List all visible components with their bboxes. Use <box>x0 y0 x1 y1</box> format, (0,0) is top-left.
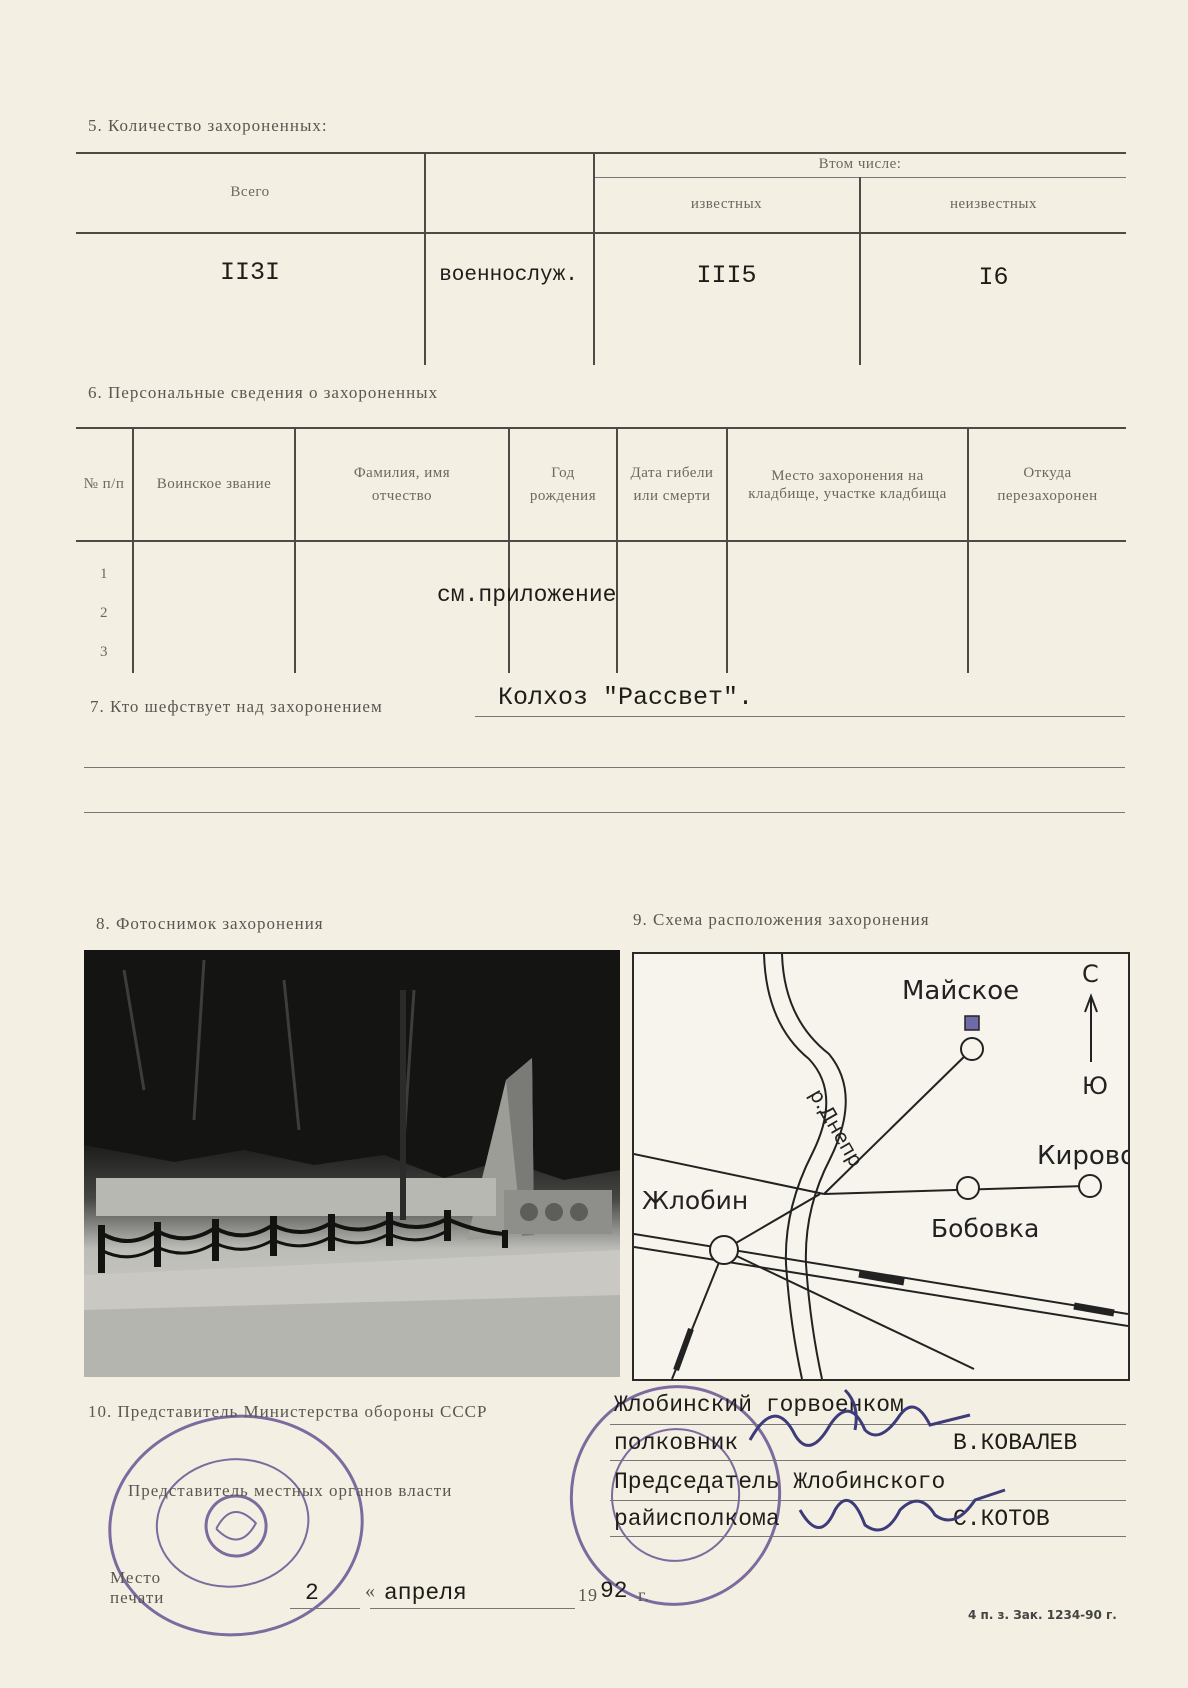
section5-title: 5. Количество захороненных: <box>88 116 328 135</box>
value-total: II3I <box>219 257 280 287</box>
river-label: р.Днепр <box>804 1084 869 1171</box>
header-unknown: неизвестных <box>950 196 1037 213</box>
col-name: Фамилия, имя отчество <box>353 465 451 504</box>
location-map <box>632 952 1130 1381</box>
row-number-1: 1 <box>100 566 108 582</box>
local-line-1: Председатель Жлобинского <box>614 1469 946 1495</box>
section7-title: 7. Кто шефствует над захоронением <box>90 697 383 716</box>
kirovo-label: Кирово <box>1037 1141 1128 1171</box>
document-page: 5. Количество захороненных: Всего Втом числе: известных неизвестных II3I военнослуж. III5 I6 6. Персональные сведения о захороненных № п/п Воинское звание Фамилия, имя отчество Год рождения Дата гибели или смерти Место захоронения на кладбище, участке кладбища Откуда перезахоронен 1 2 3 см.приложение 7. Кто шефствует над захоронением Колхоз "Рассвет". 8. Фотоснимок захоронения 9. Схема расположения захоронения р.Днепр С Ю Майское Кирово Жлобин Бобовка 10. Представитель Министерства обороны СССР Жлобинский горвоенком полковник В.КОВАЛЕВ Представитель местных органов власти Председатель Жлобинского райисполкома С.КОТОВ Место печати 2 « апреля 19 92 г. 4 п. з. Зак. 1234-90 г. <box>0 0 1188 1688</box>
signature-local <box>790 1470 1020 1550</box>
value-unknown: I6 <box>978 262 1009 292</box>
bobovka-label: Бобовка <box>931 1214 1040 1243</box>
row-number-3: 3 <box>100 644 108 660</box>
header-total: Всего <box>230 183 270 200</box>
col-rank: Воинское звание <box>156 476 272 493</box>
left-seal-emblem-icon <box>97 1402 374 1650</box>
col-reburied-from: Откуда перезахоронен <box>997 465 1098 504</box>
map-drawing <box>634 954 1128 1379</box>
section7-line-1 <box>475 716 1125 717</box>
col-birth-year: Год рождения <box>529 465 597 504</box>
left-seal-stamp <box>94 1398 378 1652</box>
day-underline <box>290 1608 360 1609</box>
appendix-note: см.приложение <box>437 582 617 608</box>
section8-title: 8. Фотоснимок захоронения <box>96 914 324 933</box>
seal-place-label-2: печати <box>110 1588 165 1608</box>
mayskoe-label: Майское <box>902 976 1020 1006</box>
col-number: № п/п <box>83 476 125 493</box>
date-day: 2 <box>305 1580 319 1606</box>
col-death-date: Дата гибели или смерти <box>630 465 714 504</box>
local-name: С.КОТОВ <box>953 1506 1050 1532</box>
signature-mod <box>740 1375 980 1465</box>
local-authority-label: Представитель местных органов власти <box>128 1481 453 1500</box>
header-including: Втом числе: <box>818 156 902 173</box>
north-label: С <box>1082 960 1099 988</box>
header-known: известных <box>690 196 763 213</box>
mod-rank: полковник <box>614 1430 739 1456</box>
month-underline <box>370 1608 575 1609</box>
section10-title: 10. Представитель Министерства обороны СССР <box>88 1402 488 1421</box>
mod-line-1: Жлобинский горвоенком <box>614 1392 904 1418</box>
section9-title: 9. Схема расположения захоронения <box>633 910 930 929</box>
burial-photo <box>84 950 620 1377</box>
south-label: Ю <box>1082 1072 1108 1100</box>
col-burial-place: Место захоронения на кладбище, участке кладбища <box>748 467 947 502</box>
seal-place-label <box>110 1568 164 1609</box>
memorial-photo-illustration <box>84 950 620 1377</box>
section6-title: 6. Персональные сведения о захороненных <box>88 383 439 402</box>
date-year-mark: г. <box>638 1585 650 1605</box>
date-year-prefix: 19 <box>578 1585 598 1605</box>
date-year-suffix: 92 <box>600 1578 628 1604</box>
patron-value: Колхоз "Рассвет". <box>498 683 754 712</box>
row-number-2: 2 <box>100 605 108 621</box>
mod-name: В.КОВАЛЕВ <box>953 1430 1078 1456</box>
print-note: 4 п. з. Зак. 1234-90 г. <box>968 1608 1117 1622</box>
zhlobin-label: Жлобин <box>642 1186 749 1215</box>
seal-place-label-1: Место <box>110 1568 162 1587</box>
local-line-2: райисполкома <box>614 1506 780 1532</box>
value-type: военнослуж. <box>439 263 578 287</box>
table5-header-line <box>76 232 1126 234</box>
section7-line-3 <box>84 812 1125 813</box>
section7-line-2 <box>84 767 1125 768</box>
date-month: апреля <box>384 1580 467 1606</box>
value-known: III5 <box>696 260 757 290</box>
